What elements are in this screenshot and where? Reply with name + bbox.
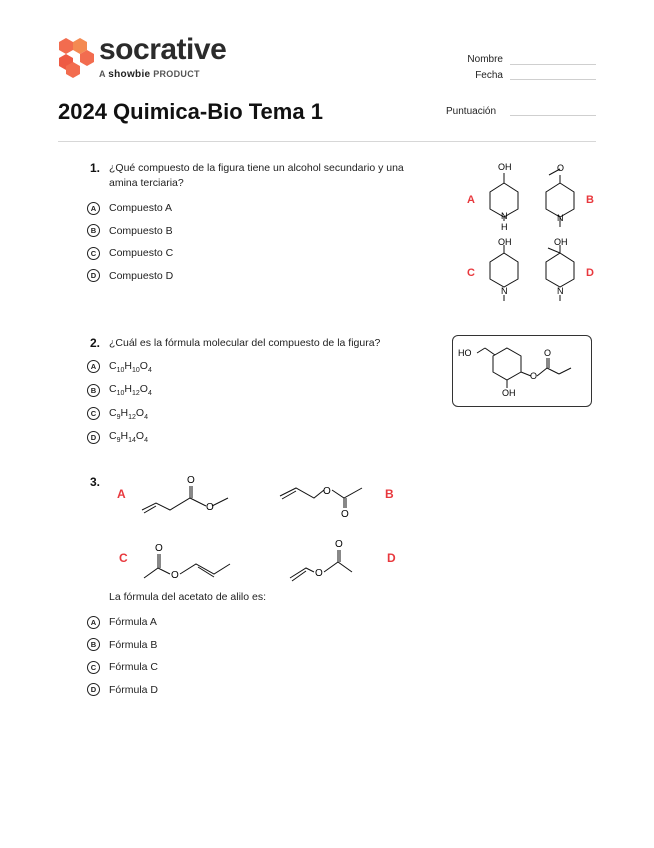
- q1-number: 1.: [90, 161, 101, 175]
- q1-fig-label-b: B: [586, 194, 594, 206]
- q1-fig-label-c: C: [467, 267, 475, 279]
- q1-fig-n-c: N: [501, 286, 508, 296]
- q1-option-c[interactable]: [87, 242, 173, 265]
- q2-fig-ho: HO: [458, 348, 472, 358]
- q1-fig-n-b: N: [557, 213, 564, 223]
- q1-fig-label-a: A: [467, 194, 475, 206]
- option-letter-circle[interactable]: C: [87, 407, 100, 420]
- option-formula: $C_{10}H_{10}O_4$: [109, 359, 152, 374]
- q3-fig-o-d2: O: [315, 568, 323, 579]
- option-letter-circle[interactable]: C: [87, 247, 100, 260]
- q2-option-c[interactable]: [87, 402, 152, 426]
- nombre-label: Nombre: [467, 54, 503, 65]
- q2-number: 2.: [90, 336, 101, 350]
- q1-fig-oh-a: OH: [498, 162, 512, 172]
- q2-option-d[interactable]: [87, 426, 152, 450]
- q3-fig-o-a2: O: [206, 502, 214, 513]
- option-letter-circle[interactable]: B: [87, 224, 100, 237]
- option-formula: $C_9H_{14}O_4$: [109, 430, 148, 445]
- option-label: Fórmula C: [109, 661, 159, 674]
- q3-fig-o-a1: O: [187, 475, 195, 486]
- q3-structures-figure: [110, 470, 410, 585]
- divider: [58, 141, 596, 142]
- q1-fig-h-a: H: [501, 222, 508, 232]
- q3-fig-o-c2: O: [171, 570, 179, 581]
- q1-fig-label-d: D: [586, 267, 594, 279]
- q2-fig-o-carbonyl: O: [544, 348, 552, 358]
- option-letter-circle[interactable]: D: [87, 431, 100, 444]
- q2-fig-oh: OH: [502, 388, 516, 398]
- option-formula: $C_{10}H_{12}O_4$: [109, 383, 152, 398]
- q3-fig-label-b: B: [385, 487, 394, 501]
- q3-option-d[interactable]: [87, 679, 158, 702]
- q1-fig-o-b: O: [557, 163, 565, 173]
- option-letter-circle[interactable]: C: [87, 661, 100, 674]
- option-letter-circle[interactable]: B: [87, 384, 100, 397]
- q1-option-d[interactable]: [87, 265, 173, 288]
- option-letter-circle[interactable]: D: [87, 269, 100, 282]
- puntuacion-line: [510, 114, 596, 116]
- q3-option-b[interactable]: [87, 634, 158, 657]
- brand-name: socrative: [99, 33, 227, 66]
- q3-fig-o-b2: O: [341, 509, 349, 520]
- q3-options: [87, 611, 158, 701]
- fecha-label: Fecha: [475, 70, 503, 81]
- option-label: Fórmula B: [109, 638, 158, 651]
- q3-fig-label-c: C: [119, 551, 128, 565]
- page-title: 2024 Quimica-Bio Tema 1: [58, 99, 323, 124]
- option-label: Fórmula A: [109, 616, 157, 629]
- q3-fig-o-b1: O: [323, 486, 331, 497]
- option-label: Compuesto A: [109, 202, 173, 215]
- option-label: Compuesto B: [109, 224, 173, 237]
- q2-text: ¿Cuál es la fórmula molecular del compuesto de la figura?: [109, 337, 381, 349]
- q3-fig-label-d: D: [387, 551, 396, 565]
- option-label: Compuesto C: [109, 247, 174, 260]
- puntuacion-label: Puntuación: [446, 106, 497, 117]
- option-letter-circle[interactable]: A: [87, 360, 100, 373]
- option-letter-circle[interactable]: A: [87, 202, 100, 215]
- q2-option-b[interactable]: [87, 379, 152, 403]
- q3-prompt: La fórmula del acetato de alilo es:: [109, 591, 267, 603]
- option-label: Compuesto D: [109, 269, 174, 282]
- q3-fig-o-d1: O: [335, 539, 343, 550]
- option-letter-circle[interactable]: B: [87, 638, 100, 651]
- q1-option-a[interactable]: [87, 197, 173, 220]
- option-label: Fórmula D: [109, 683, 159, 696]
- option-letter-circle[interactable]: D: [87, 683, 100, 696]
- q2-option-a[interactable]: [87, 355, 152, 379]
- q2-structure-figure: [455, 338, 591, 404]
- q3-option-c[interactable]: [87, 656, 158, 679]
- nombre-line: [510, 63, 596, 65]
- q1-text: ¿Qué compuesto de la figura tiene un alcohol secundario y una amina terciaria?: [109, 162, 404, 189]
- q1-fig-n-d: N: [557, 286, 564, 296]
- q2-fig-o-ester: O: [530, 371, 538, 381]
- q1-fig-oh-c: OH: [498, 237, 512, 247]
- q3-option-a[interactable]: [87, 611, 158, 634]
- q1-structures-figure: [460, 155, 610, 310]
- q1-options: [87, 197, 173, 287]
- option-letter-circle[interactable]: A: [87, 616, 100, 629]
- socrative-logo-icon: [56, 36, 96, 78]
- q3-fig-label-a: A: [117, 487, 126, 501]
- option-formula: $C_9H_{12}O_4$: [109, 406, 148, 421]
- q2-options: [87, 355, 152, 449]
- q1-fig-oh-d: OH: [554, 237, 568, 247]
- brand-subtitle: A showbie PRODUCT: [99, 69, 200, 80]
- q3-fig-o-c1: O: [155, 543, 163, 554]
- q3-number: 3.: [90, 475, 101, 489]
- q1-option-b[interactable]: [87, 220, 173, 243]
- fecha-line: [510, 78, 596, 80]
- q1-fig-n-a: N: [501, 211, 508, 221]
